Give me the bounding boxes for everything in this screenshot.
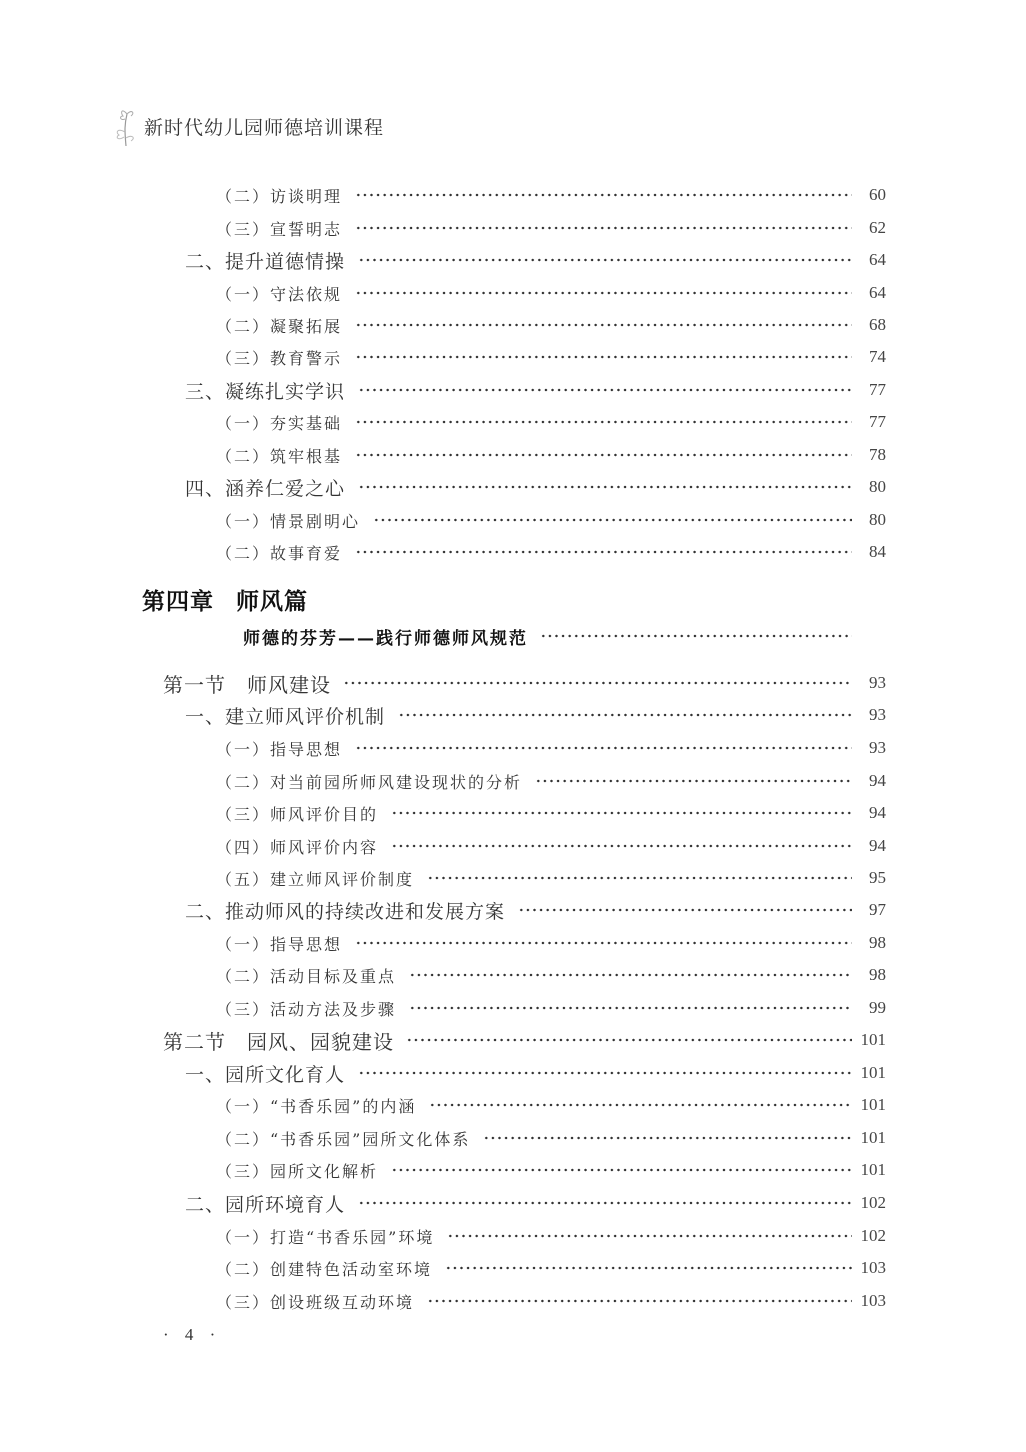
toc-entry (0, 278, 1026, 308)
toc-entry (0, 895, 1026, 925)
leader-dots (398, 712, 852, 718)
toc-entry (0, 621, 1026, 651)
toc-entry (0, 798, 1026, 828)
flower-icon (110, 104, 142, 148)
leader-dots (429, 1102, 852, 1108)
toc-entry-title: （二）凝聚拓展 (216, 316, 343, 336)
leader-dots (358, 257, 852, 263)
toc-entry-page: 103 (860, 1258, 886, 1277)
toc-entry-page: 77 (869, 412, 886, 431)
toc-entry-page: 94 (869, 836, 886, 855)
toc-entry-title: 四、涵养仁爱之心 (185, 477, 346, 500)
chapter-number: 第四章 (142, 589, 214, 615)
leader-dots (355, 322, 852, 328)
toc-entry (0, 505, 1026, 535)
leader-dots (355, 940, 852, 946)
toc-entry-title: 三、凝练扎实学识 (185, 380, 346, 403)
toc-entry-title: 第二节 园风、园貌建设 (163, 1029, 394, 1054)
toc-entry (0, 733, 1026, 763)
toc-entry (0, 928, 1026, 958)
toc-entry (0, 1253, 1026, 1283)
toc-entry (0, 1025, 1026, 1055)
toc-entry-title: （一）指导思想 (216, 934, 343, 954)
leader-dots (355, 354, 852, 360)
toc-entry (0, 407, 1026, 437)
toc-entry-page: 97 (869, 900, 886, 919)
toc-entry-page: 80 (869, 510, 886, 529)
toc-entry (0, 863, 1026, 893)
toc-entry-title: 二、园所环境育人 (185, 1193, 346, 1216)
toc-entry (0, 213, 1026, 243)
toc-entry-page: 101 (860, 1030, 886, 1049)
leader-dots (355, 225, 852, 231)
toc-entry (0, 537, 1026, 567)
chapter-heading (142, 583, 308, 616)
toc-entry-title: （一）“书香乐园”的内涵 (216, 1096, 417, 1116)
leader-dots (445, 1265, 852, 1271)
toc-entry (0, 1123, 1026, 1153)
leader-dots (355, 452, 852, 458)
toc-entry-page: 101 (860, 1063, 886, 1082)
toc-entry-page: 94 (869, 771, 886, 790)
toc-entry (0, 960, 1026, 990)
toc-entry-page: 74 (869, 347, 886, 366)
running-header (110, 104, 384, 148)
toc-entry-page: 64 (869, 283, 886, 302)
leader-dots (406, 1037, 852, 1043)
leader-dots (391, 843, 852, 849)
toc-entry-title: （二）活动目标及重点 (216, 966, 397, 986)
toc-entry-page: 68 (869, 315, 886, 334)
toc-entry-title: （三）创设班级互动环境 (216, 1292, 415, 1312)
toc-entry-page: 62 (869, 218, 886, 237)
leader-dots (358, 1070, 852, 1076)
toc-entry-title: （二）故事育爱 (216, 543, 343, 563)
toc-entry-page: 102 (860, 1193, 886, 1212)
leader-dots (483, 1135, 852, 1141)
leader-dots (355, 192, 852, 198)
toc-entry-title: （三）教育警示 (216, 348, 343, 368)
toc-entry-page: 80 (869, 477, 886, 496)
toc-entry-title: （三）宣誓明志 (216, 219, 343, 239)
leader-dots (355, 745, 852, 751)
leader-dots (535, 778, 852, 784)
toc-entry (0, 1058, 1026, 1088)
toc-entry-title: （一）指导思想 (216, 739, 343, 759)
toc-entry-title: （二）创建特色活动室环境 (216, 1259, 433, 1279)
toc-entry (0, 440, 1026, 470)
book-title: 新时代幼儿园师德培训课程 (144, 116, 385, 139)
leader-dots (355, 419, 852, 425)
toc-entry-page: 102 (860, 1226, 886, 1245)
leader-dots (358, 1200, 852, 1206)
toc-entry-title: （三）活动方法及步骤 (216, 999, 397, 1019)
toc-entry-page: 101 (860, 1095, 886, 1114)
toc-entry-page: 101 (860, 1128, 886, 1147)
leader-dots (518, 907, 852, 913)
leader-dots (343, 680, 852, 686)
toc-entry (0, 993, 1026, 1023)
toc-entry-page: 93 (869, 738, 886, 757)
toc-entry (0, 668, 1026, 698)
leader-dots (409, 972, 852, 978)
toc-entry-title: （五）建立师风评价制度 (216, 869, 415, 889)
toc-entry (0, 766, 1026, 796)
leader-dots (358, 387, 852, 393)
toc-entry-title: （二）“书香乐园”园所文化体系 (216, 1129, 471, 1149)
toc-entry (0, 1090, 1026, 1120)
leader-dots (540, 633, 852, 639)
toc-entry-title: 第一节 师风建设 (163, 672, 331, 697)
toc-entry-title: 师德的芬芳——践行师德师风规范 (243, 628, 528, 649)
leader-dots (427, 875, 852, 881)
toc-entry-title: 二、提升道德情操 (185, 250, 346, 273)
toc-entry-page: 103 (860, 1291, 886, 1310)
toc-entry-page: 78 (869, 445, 886, 464)
leader-dots (355, 549, 852, 555)
toc-entry-page: 99 (869, 998, 886, 1017)
toc-entry-title: 一、建立师风评价机制 (185, 705, 386, 728)
toc-entry-title: （三）师风评价目的 (216, 804, 379, 824)
toc-entry-title: （二）访谈明理 (216, 186, 343, 206)
toc-entry (0, 310, 1026, 340)
toc-entry-title: （三）园所文化解析 (216, 1161, 379, 1181)
toc-entry-title: （四）师风评价内容 (216, 837, 379, 857)
toc-entry-page: 77 (869, 380, 886, 399)
toc-entry (0, 342, 1026, 372)
toc-entry-title: （二）筑牢根基 (216, 446, 343, 466)
toc-entry-page: 60 (869, 185, 886, 204)
toc-entry-page: 93 (869, 705, 886, 724)
toc-entry-title: （一）情景剧明心 (216, 511, 361, 531)
leader-dots (373, 517, 852, 523)
toc-entry (0, 1286, 1026, 1316)
toc-entry-page: 94 (869, 803, 886, 822)
toc-entry-title: （一）打造“书香乐园”环境 (216, 1227, 435, 1247)
toc-entry-page: 98 (869, 933, 886, 952)
toc-entry (0, 472, 1026, 502)
leader-dots (409, 1005, 852, 1011)
toc-entry-title: 二、推动师风的持续改进和发展方案 (185, 900, 506, 923)
toc-entry (0, 245, 1026, 275)
toc-entry-page: 64 (869, 250, 886, 269)
toc-entry (0, 180, 1026, 210)
toc-entry-title: （一）夯实基础 (216, 413, 343, 433)
leader-dots (358, 484, 852, 490)
toc-entry (0, 1188, 1026, 1218)
toc-entry (0, 1221, 1026, 1251)
toc-entry-page: 101 (860, 1160, 886, 1179)
leader-dots (427, 1298, 852, 1304)
chapter-name: 师风篇 (236, 589, 308, 615)
toc-entry (0, 375, 1026, 405)
leader-dots (391, 810, 852, 816)
toc-entry (0, 700, 1026, 730)
toc-entry-page: 95 (869, 868, 886, 887)
toc-entry-title: 一、园所文化育人 (185, 1063, 346, 1086)
toc-entry-page: 98 (869, 965, 886, 984)
toc-entry (0, 831, 1026, 861)
toc-entry (0, 1155, 1026, 1185)
leader-dots (391, 1167, 852, 1173)
page-number: · 4 · (163, 1325, 222, 1344)
toc-entry-title: （一）守法依规 (216, 284, 343, 304)
toc-entry-page: 93 (869, 673, 886, 692)
leader-dots (447, 1233, 852, 1239)
toc-entry-title: （二）对当前园所师风建设现状的分析 (216, 772, 523, 792)
toc-entry-page: 84 (869, 542, 886, 561)
leader-dots (355, 290, 852, 296)
